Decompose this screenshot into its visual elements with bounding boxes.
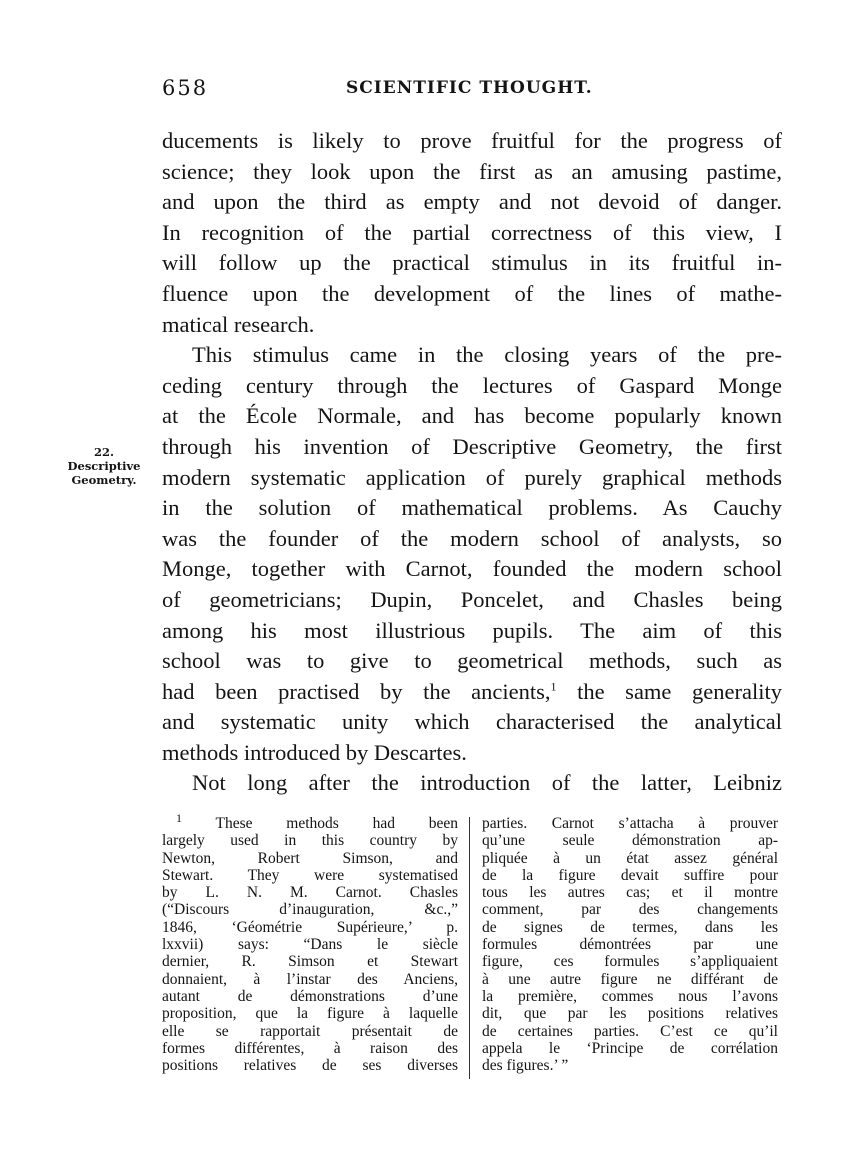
text-fragment: the same generality	[556, 678, 782, 704]
text-line: science; they look upon the first as an amusing pastime,	[162, 158, 782, 184]
running-title: SCIENTIFIC THOUGHT.	[346, 78, 593, 98]
footnote-line: by L. N. M. Carnot. Chasles	[162, 884, 458, 902]
footnote-reference[interactable]: 1	[550, 679, 557, 694]
main-text	[162, 126, 782, 799]
footnote-column-left	[162, 810, 458, 1075]
text-line: school was to give to geometrical methods, such as	[162, 648, 782, 674]
footnote-line: elle se rapportait présentait de	[162, 1022, 458, 1040]
footnote-line: pliquée à un état assez général	[482, 849, 778, 867]
text-line: of geometricians; Dupin, Poncelet, and Chasles being	[162, 586, 782, 612]
margin-note	[56, 445, 152, 487]
text-line: Not long after the introduction of the latter, Leibniz	[192, 770, 782, 796]
text-line: in the solution of mathematical problems. As Cauchy	[162, 495, 782, 521]
text-line: fluence upon the development of the lines of mathe-	[162, 280, 782, 306]
footnote-line: lxxvii) says: “Dans le siècle	[162, 936, 458, 954]
footnote-line: qu’une seule démonstration ap-	[482, 832, 778, 850]
text-line: matical research.	[162, 311, 315, 337]
footnote-line: donnaient, à l’instar des Anciens,	[162, 970, 458, 988]
footnote-line: autant de démonstrations d’une	[162, 987, 458, 1005]
footnote-line: formes différentes, à raison des	[162, 1039, 458, 1057]
footnote-line: des figures.’ ”	[482, 1057, 569, 1075]
footnote-line: de certaines parties. C’est ce qu’il	[482, 1022, 778, 1040]
footnotes	[162, 810, 784, 1085]
footnote-line: parties. Carnot s’attacha à prouver	[482, 815, 778, 832]
text-line: among his most illustrious pupils. The aim of this	[162, 617, 782, 643]
text-line: through his invention of Descriptive Geometry, the first	[162, 433, 782, 459]
footnote-line	[162, 810, 458, 832]
text-fragment: had been practised by the ancients,	[162, 678, 551, 704]
footnote-line: (“Discours d’inauguration, &c.,”	[162, 901, 458, 919]
text-line: and systematic unity which characterised the analytical	[162, 709, 782, 735]
text-line: In recognition of the partial correctness of this view, I	[162, 219, 782, 245]
text-line: Monge, together with Carnot, founded the modern school	[162, 556, 782, 582]
margin-note-number: 22.	[93, 445, 114, 459]
footnote-marker: 1	[176, 810, 182, 825]
text-line: will follow up the practical stimulus in its fruitful in-	[162, 250, 782, 276]
footnote-line: largely used in this country by	[162, 832, 458, 850]
text-line: was the founder of the modern school of analysts, so	[162, 525, 782, 551]
footnote-line: positions relatives de ses diverses	[162, 1057, 458, 1075]
text-line: at the École Normale, and has become popularly known	[162, 403, 782, 429]
footnote-text: These methods had been	[215, 815, 458, 832]
footnote-line: de la figure devait suffire pour	[482, 866, 778, 884]
footnote-line: de signes de termes, dans les	[482, 918, 778, 936]
footnote-line: la première, commes nous l’avons	[482, 987, 778, 1005]
text-line: This stimulus came in the closing years of the pre-	[192, 342, 782, 368]
text-line: methods introduced by Descartes.	[162, 739, 467, 765]
text-line: ceding century through the lectures of Gaspard Monge	[162, 372, 782, 398]
running-head	[162, 76, 782, 106]
footnote-line: Stewart. They were systematised	[162, 866, 458, 884]
footnote-line: 1846, ‘Géométrie Supérieure,’ p.	[162, 918, 458, 936]
column-divider	[469, 817, 470, 1079]
footnote-line: à une autre figure ne différant de	[482, 970, 778, 988]
page-number: 658	[162, 76, 209, 100]
text-line: ducements is likely to prove fruitful for the progress of	[162, 128, 782, 153]
footnote-column-right	[482, 815, 778, 1074]
footnote-line: proposition, que la figure à laquelle	[162, 1005, 458, 1023]
margin-note-line: Geometry.	[71, 473, 137, 487]
footnote-line: formules démontrées par une	[482, 936, 778, 954]
footnote-line: figure, ces formules s’appliquaient	[482, 953, 778, 971]
footnote-line: dit, que par les positions relatives	[482, 1005, 778, 1023]
text-line: and upon the third as empty and not devoid of danger.	[162, 189, 782, 215]
footnote-line: Newton, Robert Simson, and	[162, 849, 458, 867]
margin-note-line: Descriptive	[67, 459, 141, 473]
footnote-line: tous les autres cas; et il montre	[482, 884, 778, 902]
footnote-line: appela le ‘Principe de corrélation	[482, 1039, 778, 1057]
footnote-line: comment, par des changements	[482, 901, 778, 919]
text-line	[162, 677, 782, 708]
footnote-line: dernier, R. Simson et Stewart	[162, 953, 458, 971]
text-line: modern systematic application of purely graphical methods	[162, 464, 782, 490]
